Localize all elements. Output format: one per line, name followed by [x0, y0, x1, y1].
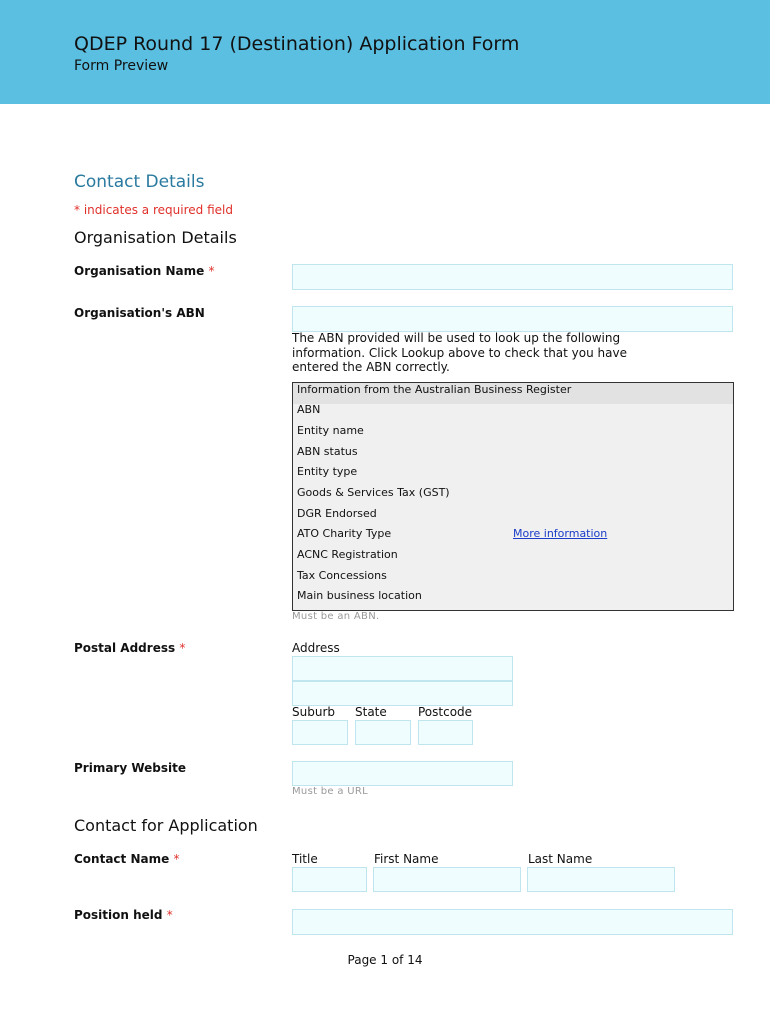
position-held-input[interactable] [292, 909, 733, 935]
abr-row-entity-name: Entity name [297, 424, 364, 437]
last-name-sublabel: Last Name [528, 852, 593, 866]
postcode-sublabel: Postcode [418, 705, 473, 719]
address-sublabel: Address [292, 641, 340, 655]
state-sublabel: State [355, 705, 387, 719]
abr-row-abn-status: ABN status [297, 445, 358, 458]
abr-row-charity-type: ATO Charity Type [297, 527, 392, 540]
form-title: QDEP Round 17 (Destination) Application Form [74, 33, 520, 55]
org-details-heading: Organisation Details [74, 228, 237, 247]
org-name-label: Organisation Name * [74, 264, 215, 278]
abr-row-tax-concessions: Tax Concessions [297, 569, 387, 582]
position-held-label: Position held * [74, 908, 173, 922]
required-star: * [179, 641, 186, 655]
title-sublabel: Title [292, 852, 318, 866]
first-name-input[interactable] [373, 867, 521, 892]
title-input[interactable] [292, 867, 367, 892]
website-hint: Must be a URL [292, 786, 368, 797]
contact-heading: Contact for Application [74, 816, 258, 835]
suburb-sublabel: Suburb [292, 705, 335, 719]
website-input[interactable] [292, 761, 513, 786]
contact-name-label: Contact Name * [74, 852, 180, 866]
required-note: * indicates a required field [74, 203, 233, 217]
suburb-input[interactable] [292, 720, 348, 745]
abn-input[interactable] [292, 306, 733, 332]
form-header [0, 0, 770, 104]
abr-heading: Information from the Australian Business Register [293, 383, 733, 404]
abr-row-dgr: DGR Endorsed [297, 507, 377, 520]
address-line2-input[interactable] [292, 681, 513, 706]
state-input[interactable] [355, 720, 411, 745]
page-footer [0, 953, 770, 967]
abr-row-acnc: ACNC Registration [297, 548, 398, 561]
abr-row-main-location: Main business location [297, 589, 422, 602]
last-name-input[interactable] [527, 867, 675, 892]
required-star: * [208, 264, 215, 278]
abr-info-box [292, 382, 734, 611]
org-name-input[interactable] [292, 264, 733, 290]
form-subtitle: Form Preview [74, 58, 169, 74]
website-label: Primary Website [74, 761, 187, 775]
abn-label: Organisation's ABN [74, 306, 205, 320]
postal-address-label: Postal Address * [74, 641, 186, 655]
page-number: Page 1 of 14 [347, 953, 423, 967]
abr-row-abn: ABN [297, 403, 321, 416]
abn-help-text: The ABN provided will be used to look up the following information. Click Lookup above to check that you have entered the ABN correctly. [292, 331, 627, 374]
address-line1-input[interactable] [292, 656, 513, 681]
required-star: * [166, 908, 173, 922]
abr-row-gst: Goods & Services Tax (GST) [297, 486, 450, 499]
section-title: Contact Details [74, 172, 205, 192]
required-star: * [173, 852, 180, 866]
abr-row-entity-type: Entity type [297, 465, 358, 478]
postcode-input[interactable] [418, 720, 473, 745]
first-name-sublabel: First Name [374, 852, 439, 866]
more-information-link[interactable]: More information [513, 527, 608, 540]
abn-hint: Must be an ABN. [292, 611, 380, 622]
